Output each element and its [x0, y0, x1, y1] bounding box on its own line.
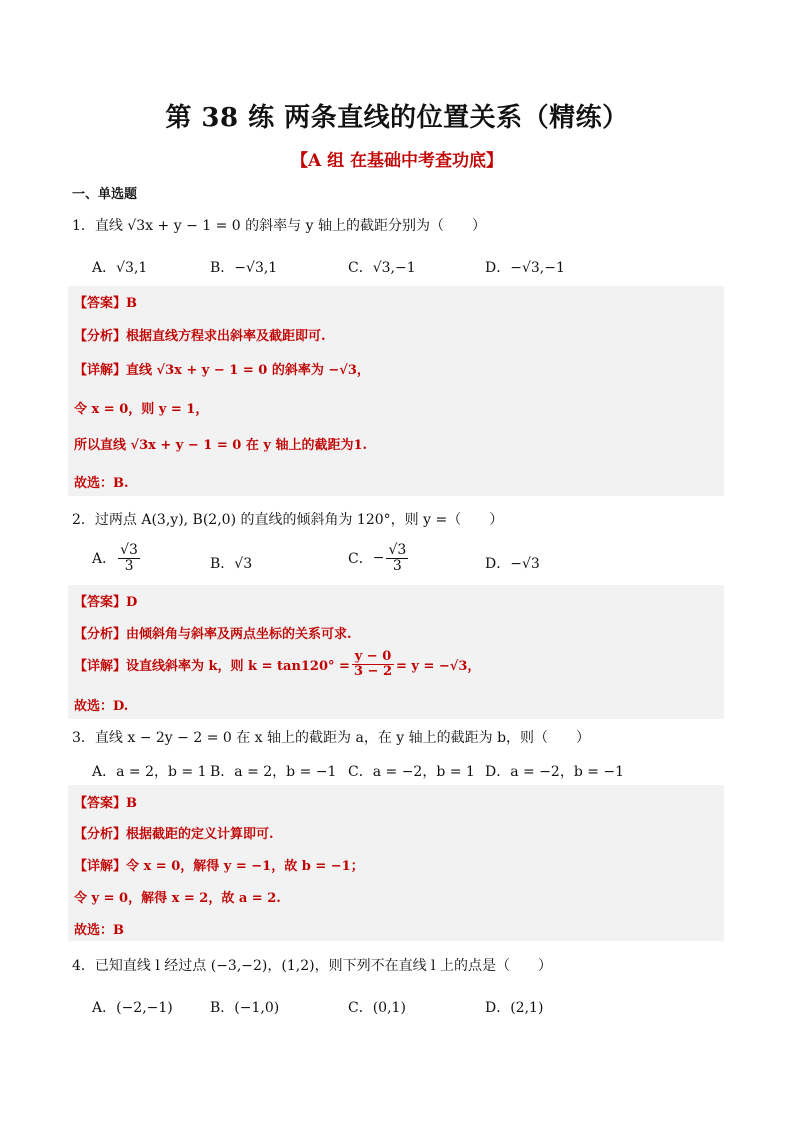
question-2-options: [92, 543, 732, 581]
question-1-options: [92, 257, 732, 281]
q3-option-c: C．a = −2，b = 1: [348, 764, 475, 780]
q4-option-a: A．(−2,−1): [92, 1000, 173, 1016]
q1-option-d: D．−√3,−1: [485, 260, 565, 276]
q2-answer: 【答案】D: [74, 595, 138, 610]
q2-choice: 故选：D.: [74, 699, 129, 714]
q1-option-b: B．−√3,1: [210, 260, 278, 276]
question-1-stem: 1．直线 √3x + y − 1 = 0 的斜率与 y 轴上的截距分别为（ ）: [72, 218, 486, 234]
q2-option-c: C．− $\frac{√3}{3}$: [348, 542, 407, 574]
q4-option-d: D．(2,1): [485, 1000, 544, 1016]
q2-detail: 【详解】设直线斜率为 k，则 k = tan120° = $\frac{y - 0}{3 - 2}$ = y = −√3，: [74, 649, 481, 679]
q1-choice: 故选：B.: [74, 476, 129, 491]
q2-option-b: B．√3: [210, 556, 253, 572]
q2-analysis: 【分析】由倾斜角与斜率及两点坐标的关系可求.: [74, 627, 352, 642]
q1-detail-3: 所以直线 √3x + y − 1 = 0 在 y 轴上的截距为1.: [74, 438, 368, 453]
q3-option-b: B．a = 2，b = −1: [210, 764, 337, 780]
question-3-answer-box: [68, 785, 724, 941]
question-4-options: [92, 997, 732, 1021]
section-heading: 一、单选题: [72, 187, 138, 202]
question-2-stem: 2．过两点 A(3,y), B(2,0) 的直线的倾斜角为 120°，则 y =（ ）: [72, 512, 504, 528]
q2-option-a-fraction: $\frac{√3}{3}$: [120, 542, 138, 574]
q1-option-c: C．√3,−1: [348, 260, 416, 276]
q1-answer: 【答案】B: [74, 296, 137, 311]
q2-option-d: D．−√3: [485, 556, 540, 572]
q4-option-b: B．(−1,0): [210, 1000, 280, 1016]
question-3-stem: 3．直线 x − 2y − 2 = 0 在 x 轴上的截距为 a，在 y 轴上的截距为 b，则（ ）: [72, 730, 591, 746]
q4-option-c: C．(0,1): [348, 1000, 406, 1016]
q1-detail-2: 令 x = 0，则 y = 1，: [74, 402, 209, 417]
q1-detail-1: 【详解】直线 √3x + y − 1 = 0 的斜率为 −√3，: [74, 363, 370, 378]
question-1-answer-box: [68, 286, 724, 496]
q2-option-a: A． $\frac{√3}{3}$: [92, 542, 138, 574]
q3-detail-2: 令 y = 0，解得 x = 2，故 a = 2.: [74, 891, 281, 906]
q1-analysis: 【分析】根据直线方程求出斜率及截距即可.: [74, 329, 326, 344]
q3-option-a: A．a = 2，b = 1: [92, 764, 207, 780]
question-4-stem: 4．已知直线 l 经过点 (−3,−2)，(1,2)，则下列不在直线 l 上的点是（ ）: [72, 958, 552, 974]
q2-option-c-fraction: $\frac{√3}{3}$: [388, 542, 407, 574]
q3-detail-1: 【详解】令 x = 0，解得 y = −1，故 b = −1；: [74, 859, 364, 874]
group-subtitle: 【A 组 在基础中考查功底】: [290, 151, 504, 171]
q3-choice: 故选：B: [74, 923, 124, 938]
question-3-options: [92, 761, 732, 785]
question-2-answer-box: [68, 585, 724, 719]
q2-detail-fraction: $\frac{y - 0}{3 - 2}$: [353, 649, 392, 679]
q3-analysis: 【分析】根据截距的定义计算即可.: [74, 827, 274, 842]
q1-option-a: A．√3,1: [92, 260, 148, 276]
q3-option-d: D．a = −2，b = −1: [485, 764, 625, 780]
page-title: 第 38 练 两条直线的位置关系（精练）: [165, 103, 629, 133]
q3-answer: 【答案】B: [74, 796, 137, 811]
